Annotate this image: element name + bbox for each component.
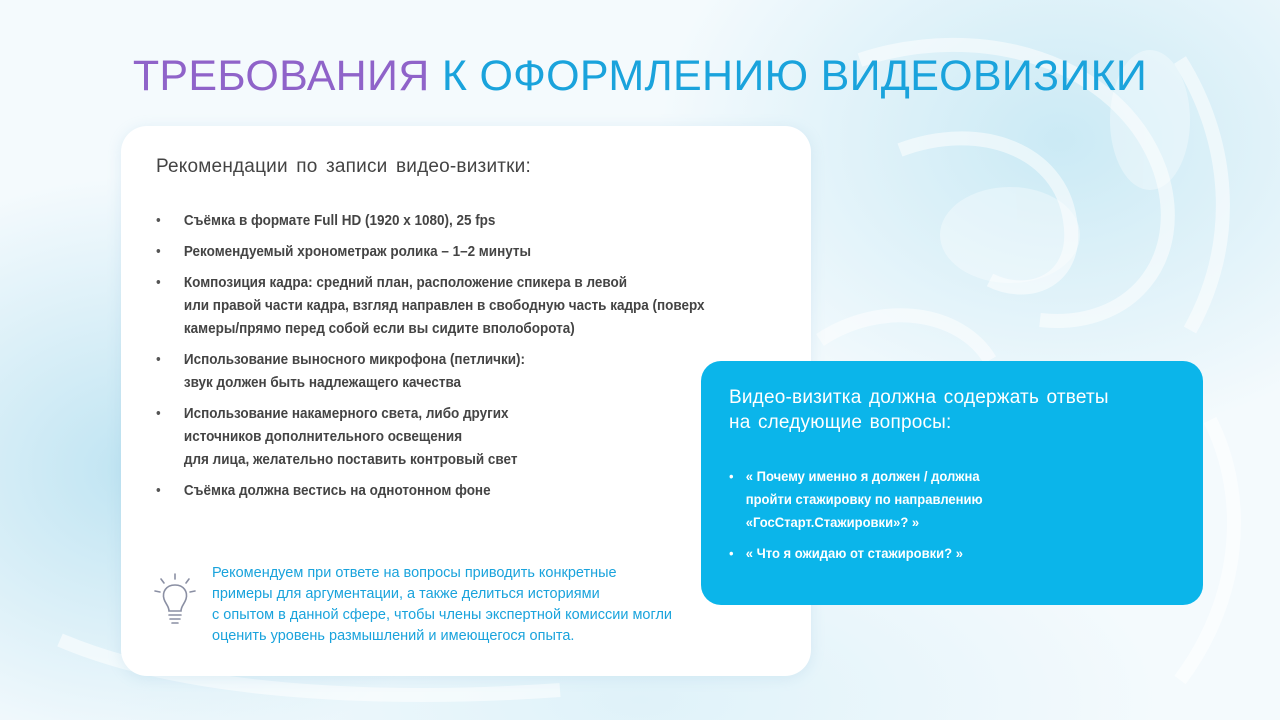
recommendations-list <box>156 210 756 511</box>
title-part-purple: ТРЕБОВАНИЯ <box>132 52 430 100</box>
bullet-icon: • <box>729 468 734 484</box>
bullet-icon: • <box>729 545 734 561</box>
bullet-icon: • <box>156 213 161 229</box>
list-item: • Съёмка в формате Full HD (1920 x 1080), 25 fps <box>156 210 714 233</box>
questions-heading: Видео-визитка должна содержать ответы на следующие вопросы: <box>729 387 1109 433</box>
list-item: • Использование выносного микрофона (петлички): звук должен быть надлежащего качества <box>156 349 714 395</box>
title-part-blue: К ОФОРМЛЕНИЮ ВИДЕОВИЗИКИ <box>441 52 1148 100</box>
questions-list <box>729 465 1169 573</box>
list-item: • Использование накамерного света, либо других источников дополнительного освещения для лица, желательно поставить контровый свет <box>156 403 714 472</box>
questions-box <box>701 361 1203 605</box>
list-item: • Съёмка должна вестись на однотонном фоне <box>156 480 714 503</box>
bullet-icon: • <box>156 352 161 368</box>
list-item: • Композиция кадра: средний план, расположение спикера в левой или правой части кадра, взгляд направлен в свободную часть кадра (поверх камеры/прямо перед собой если вы сидите вполоборота) <box>156 272 714 341</box>
recommendations-heading: Рекомендации по записи видео-визитки: <box>156 156 531 177</box>
tip-text: Рекомендуем при ответе на вопросы приводить конкретные примеры для аргументации, а также делиться историями с опытом в данной сфере, чтобы члены экспертной комиссии могли оценить уровень размышлений и имеющегося опыта. <box>212 565 673 644</box>
list-item: • « Почему именно я должен / должна пройти стажировку по направлению «ГосСтарт.Стажировки»? » <box>729 465 1138 534</box>
bullet-icon: • <box>156 275 161 291</box>
bullet-icon: • <box>156 483 161 499</box>
page-title <box>0 52 1280 101</box>
list-item: • Рекомендуемый хронометраж ролика – 1–2 минуты <box>156 241 714 264</box>
list-item: • « Что я ожидаю от стажировки? » <box>729 542 1138 565</box>
lightbulb-icon <box>153 572 197 628</box>
bullet-icon: • <box>156 406 161 422</box>
bullet-icon: • <box>156 244 161 260</box>
